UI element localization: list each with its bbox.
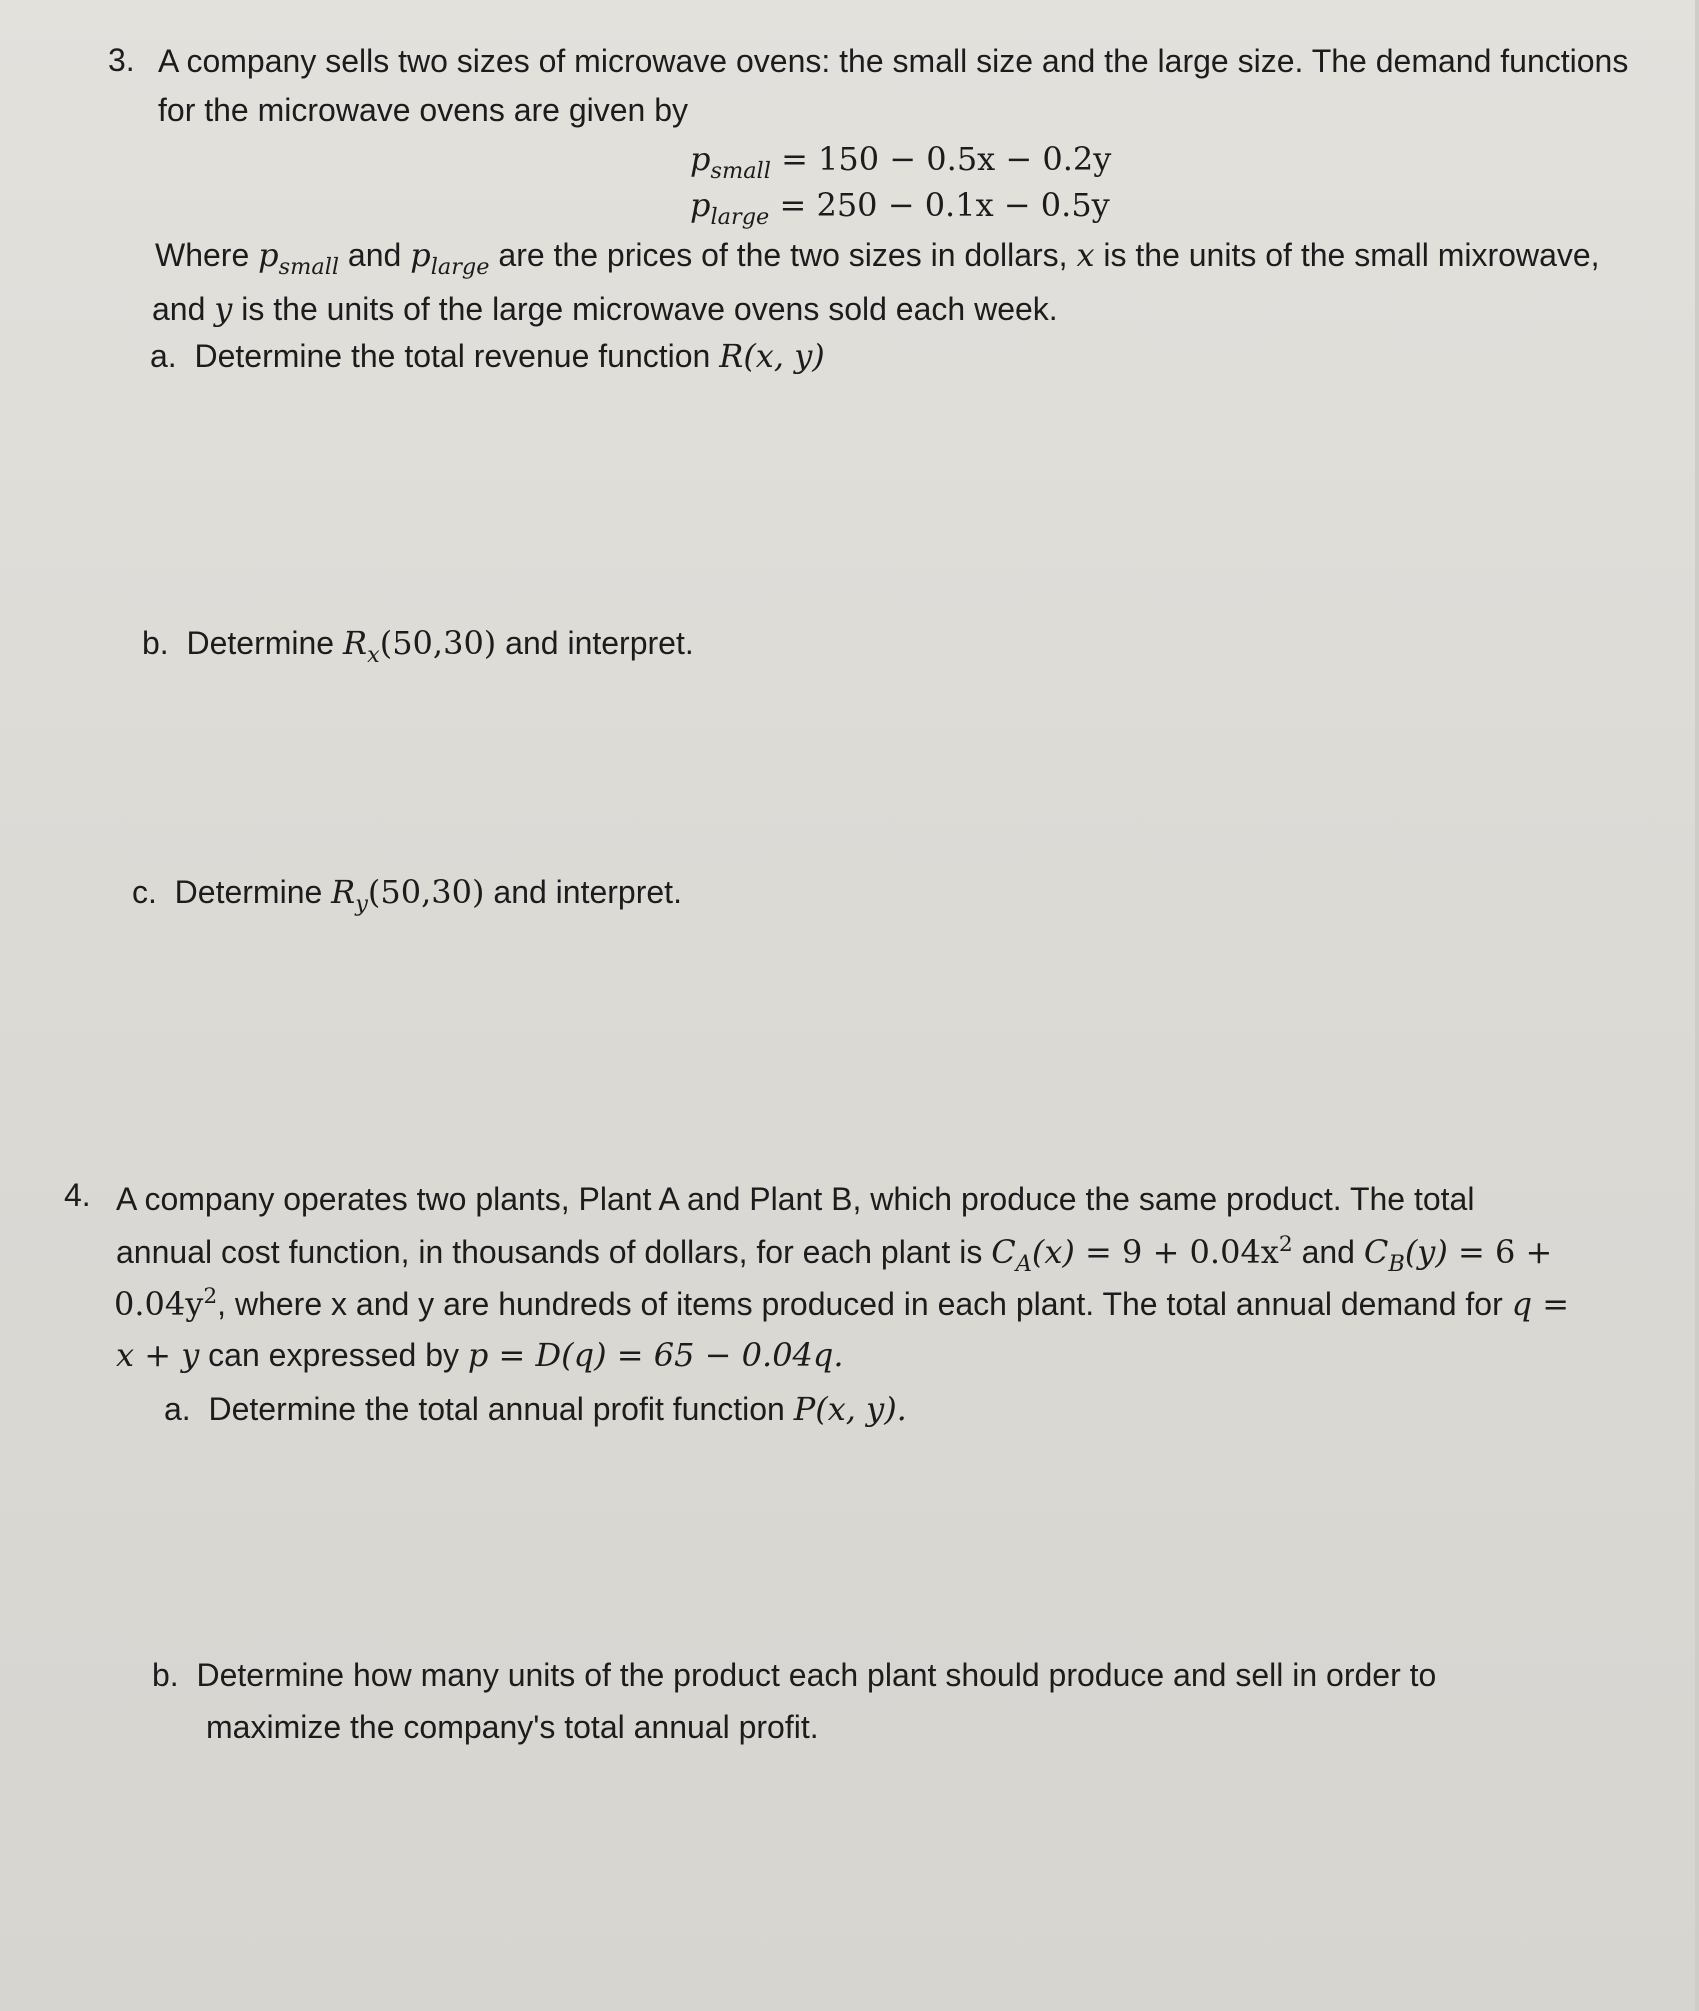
q3-line-2: for the microwave ovens are given by bbox=[158, 92, 689, 128]
question-number: 4. bbox=[64, 1177, 91, 1213]
question-number: 3. bbox=[108, 42, 135, 78]
q4-part-b-line-2: maximize the company's total annual profit. bbox=[206, 1709, 819, 1745]
q3-line-1: A company sells two sizes of microwave ovens: the small size and the large size. The demand functions bbox=[158, 43, 1629, 79]
q3-part-c: c. Determine $R_y(50,30)$ and interpret. bbox=[132, 873, 682, 917]
q3-part-a: a. Determine the total revenue function R(x, y) bbox=[150, 337, 825, 375]
paper-edge bbox=[1695, 0, 1699, 2011]
q3-where-line: Where $p_{small}$ and $p_{large}$ are the prices of the two sizes in dollars, x is the units of the small mixrowave, bbox=[155, 236, 1600, 280]
q4-line-3: $0.04y^2$, where x and y are hundreds of items produced in each plant. The total annual demand for q = bbox=[114, 1284, 1570, 1323]
q3-part-b: b. Determine $R_x(50,30)$ and interpret. bbox=[142, 624, 694, 668]
q4-part-a: a. Determine the total annual profit function P(x, y). bbox=[164, 1390, 907, 1428]
q4-line-4: x + y can expressed by p = D(q) = 65 − 0.04q. bbox=[116, 1336, 844, 1374]
q4-line-1: A company operates two plants, Plant A and Plant B, which produce the same product. The total bbox=[116, 1181, 1475, 1217]
q3-y-line: and y is the units of the large microwave ovens sold each week. bbox=[152, 290, 1058, 328]
q4-line-2: annual cost function, in thousands of dollars, for each plant is $C_A(x) = 9 + 0.04x^2$ and $C_B(y) = 6$ + bbox=[116, 1232, 1553, 1277]
q4-part-b: b. Determine how many units of the product each plant should produce and sell in order to bbox=[152, 1657, 1437, 1693]
demand-equation-small: $p_{small} = 150 - 0.5x - 0.2y$ bbox=[690, 140, 1112, 184]
demand-equation-large: $p_{large} = 250 - 0.1x - 0.5y$ bbox=[690, 186, 1110, 230]
